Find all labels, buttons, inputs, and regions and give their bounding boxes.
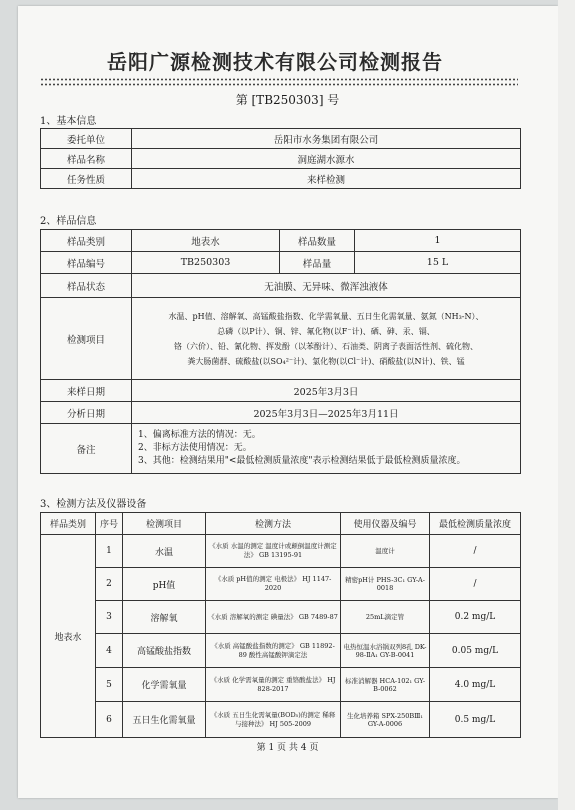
- section-methods: 3、检测方法及仪器设备: [40, 499, 147, 510]
- report-number: 第 [TB250303] 号: [235, 93, 340, 107]
- test-method: 《水质 pH值的测定 电极法》 HJ 1147-2020: [206, 568, 341, 601]
- detection-limit: /: [430, 568, 521, 601]
- label-cell: 检测项目: [41, 298, 132, 380]
- test-items-line: 总磷（以P计）、铜、锌、氟化物(以F⁻计)、硒、砷、汞、镉、: [217, 326, 435, 336]
- table-row: [41, 252, 521, 274]
- page-footer: 第 1 页 共 4 页: [256, 743, 319, 753]
- test-items-line: 水温、pH值、溶解氧、高锰酸盐指数、化学需氧量、五日生化需氧量、氨氮（NH₃-N）、: [168, 311, 484, 321]
- table-header-row: [41, 513, 521, 535]
- test-method: 《水质 溶解氧的测定 碘量法》 GB 7489-87: [206, 601, 341, 634]
- detection-limit: 0.5 mg/L: [430, 702, 521, 738]
- section-basic-info: 1、基本信息: [40, 116, 97, 127]
- test-item: 化学需氧量: [123, 668, 206, 702]
- column-header: 样品类别: [41, 513, 96, 535]
- table-row: [41, 230, 521, 252]
- value-cell: 15 L: [355, 252, 521, 274]
- row-number: 5: [96, 668, 123, 702]
- column-header: 使用仪器及编号: [341, 513, 430, 535]
- label-cell: 样品编号: [41, 252, 132, 274]
- test-item: pH值: [123, 568, 206, 601]
- table-row: [41, 169, 521, 189]
- table-row: [41, 634, 521, 668]
- table-row: [41, 702, 521, 738]
- table-row: [41, 298, 521, 380]
- section-sample-info: 2、样品信息: [40, 216, 97, 227]
- detection-limit: /: [430, 535, 521, 568]
- row-number: 6: [96, 702, 123, 738]
- table-row: [41, 424, 521, 474]
- table-row: [41, 274, 521, 298]
- test-item: 水温: [123, 535, 206, 568]
- test-item: 五日生化需氧量: [123, 702, 206, 738]
- table-row: [41, 668, 521, 702]
- value-cell: TB250303: [132, 252, 280, 274]
- value-cell: 2025年3月3日: [132, 380, 521, 402]
- detection-limit: 0.05 mg/L: [430, 634, 521, 668]
- row-number: 3: [96, 601, 123, 634]
- instrument: 标准消解器 HCA-102₁ GY-B-0062: [341, 668, 430, 702]
- title-divider-bottom: [40, 83, 518, 86]
- table-row: [41, 601, 521, 634]
- column-header: 最低检测质量浓度: [430, 513, 521, 535]
- basic-info-table: [40, 128, 521, 189]
- table-row: [41, 129, 521, 149]
- value-cell: 地表水: [132, 230, 280, 252]
- label-cell: 备注: [41, 424, 132, 474]
- table-row: [41, 535, 521, 568]
- test-method: 《水质 五日生化需氧量(BOD₅)的测定 稀释与接种法》 HJ 505-2009: [206, 702, 341, 738]
- test-items-line: 粪大肠菌群、硫酸盐(以SO₄²⁻计)、氯化物(以Cl⁻计)、硝酸盐(以N计)、铁、锰: [187, 356, 465, 366]
- test-item: 高锰酸盐指数: [123, 634, 206, 668]
- methods-table: [40, 512, 521, 738]
- value-cell: 无油膜、无异味、微浑浊液体: [132, 274, 521, 298]
- row-number: 4: [96, 634, 123, 668]
- note-line: 3、其他：检测结果用"<最低检测质量浓度"表示检测结果低于最低检测质量浓度。: [138, 456, 466, 466]
- notes-cell: [132, 424, 521, 474]
- label-cell: 样品类别: [41, 230, 132, 252]
- label-cell: 样品名称: [41, 149, 132, 169]
- detection-limit: 4.0 mg/L: [430, 668, 521, 702]
- test-items-cell: [132, 298, 521, 380]
- note-line: 2、非标方法使用情况：无。: [138, 443, 252, 453]
- label-cell: 分析日期: [41, 402, 132, 424]
- report-title: 岳阳广源检测技术有限公司检测报告: [107, 50, 443, 74]
- column-header: 检测方法: [206, 513, 341, 535]
- row-number: 1: [96, 535, 123, 568]
- instrument: 精密pH计 PHS-3C₁ GY-A-0018: [341, 568, 430, 601]
- instrument: 25mL滴定管: [341, 601, 430, 634]
- label-cell: 委托单位: [41, 129, 132, 149]
- value-cell: 洞庭湖水源水: [132, 149, 521, 169]
- label-cell: 任务性质: [41, 169, 132, 189]
- label-cell: 样品状态: [41, 274, 132, 298]
- title-divider-top: [40, 78, 518, 81]
- value-cell: 2025年3月3日—2025年3月11日: [132, 402, 521, 424]
- table-row: [41, 402, 521, 424]
- label-cell: 样品量: [280, 252, 355, 274]
- test-items-line: 铬（六价）、铅、氰化物、挥发酚（以苯酚计）、石油类、阴离子表面活性剂、硫化物、: [174, 341, 478, 351]
- category-cell: 地表水: [41, 535, 96, 738]
- test-method: 《水质 水温的测定 温度计或颠倒温度计测定法》 GB 13195-91: [206, 535, 341, 568]
- sample-info-table: [40, 229, 521, 474]
- value-cell: 来样检测: [132, 169, 521, 189]
- label-cell: 样品数量: [280, 230, 355, 252]
- value-cell: 1: [355, 230, 521, 252]
- detection-limit: 0.2 mg/L: [430, 601, 521, 634]
- instrument: 温度计: [341, 535, 430, 568]
- instrument: 电热恒温水浴锅双列8孔 DK-98-ⅡA₁ GY-B-0041: [341, 634, 430, 668]
- test-method: 《水质 化学需氧量的测定 重铬酸盐法》 HJ 828-2017: [206, 668, 341, 702]
- instrument: 生化培养箱 SPX-250BⅢ₁ GY-A-0006: [341, 702, 430, 738]
- test-item: 溶解氧: [123, 601, 206, 634]
- table-row: [41, 380, 521, 402]
- table-row: [41, 149, 521, 169]
- adjacent-page-strip: [558, 0, 575, 810]
- column-header: 检测项目: [123, 513, 206, 535]
- column-header: 序号: [96, 513, 123, 535]
- test-method: 《水质 高锰酸盐指数的测定》 GB 11892-89 酸性高锰酸钾滴定法: [206, 634, 341, 668]
- row-number: 2: [96, 568, 123, 601]
- value-cell: 岳阳市水务集团有限公司: [132, 129, 521, 149]
- note-line: 1、偏离标准方法的情况：无。: [138, 430, 261, 440]
- label-cell: 来样日期: [41, 380, 132, 402]
- table-row: [41, 568, 521, 601]
